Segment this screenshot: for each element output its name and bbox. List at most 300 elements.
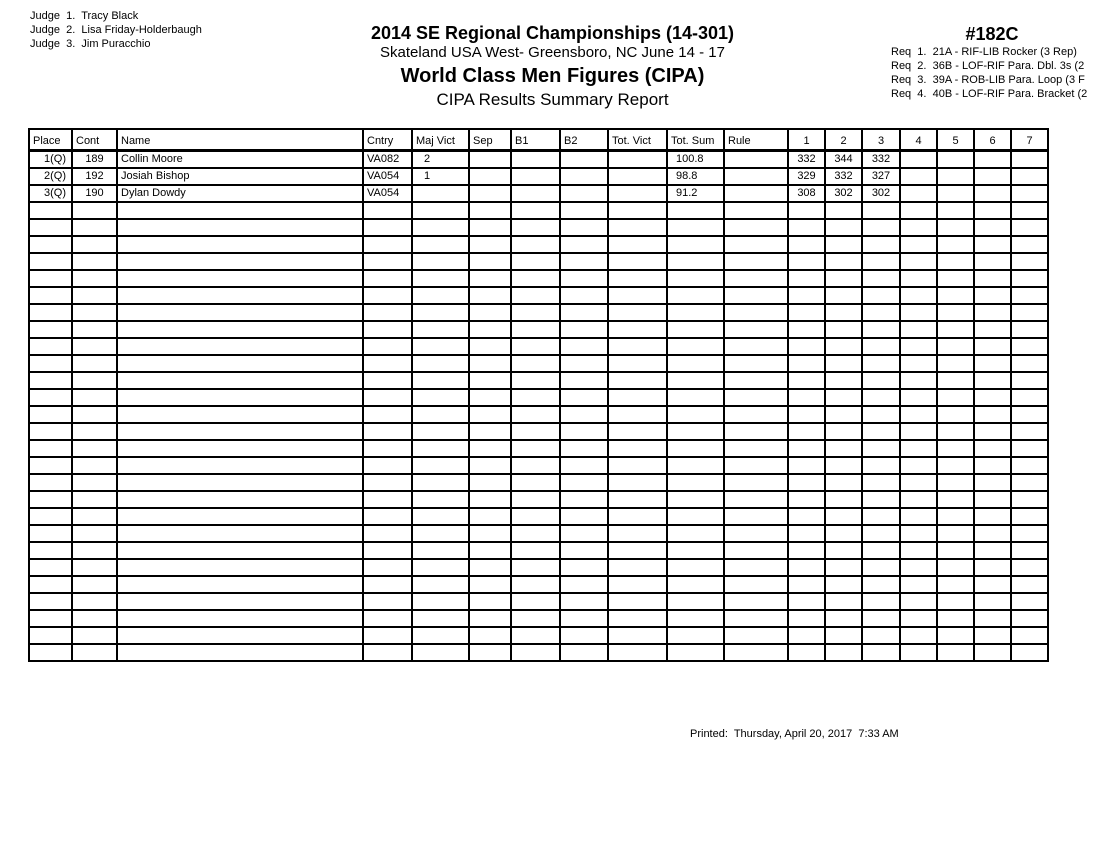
- cell-place: [29, 644, 72, 661]
- report-title: CIPA Results Summary Report: [436, 90, 669, 109]
- cell-cont: [72, 644, 117, 661]
- venue: Skateland USA West- Greensboro, NC June 14 - 17: [380, 44, 725, 61]
- cell-b2: [560, 287, 608, 304]
- cell-sep: [469, 440, 511, 457]
- cell-b1: [511, 474, 560, 491]
- empty-table-row: [29, 202, 1048, 219]
- cell-judge-5: [937, 593, 974, 610]
- cell-b2: [560, 644, 608, 661]
- cell-cont: [72, 202, 117, 219]
- cell-place: [29, 372, 72, 389]
- cell-tot-vict: [608, 491, 667, 508]
- empty-table-row: [29, 508, 1048, 525]
- cell-b1: [511, 270, 560, 287]
- cell-judge-7: [1011, 202, 1048, 219]
- cell-maj-vict: [412, 253, 469, 270]
- cell-name: [117, 457, 363, 474]
- cell-maj-vict: [412, 355, 469, 372]
- cell-judge-2: [825, 610, 862, 627]
- cell-cntry: [363, 321, 412, 338]
- cell-judge-4: [900, 542, 937, 559]
- req-text: 36B - LOF-RIF Para. Dbl. 3s (2: [932, 60, 1085, 72]
- cell-judge-3: [862, 576, 900, 593]
- cell-cont: [72, 457, 117, 474]
- cell-tot-vict: [608, 202, 667, 219]
- cell-maj-vict: [412, 236, 469, 253]
- cell-judge-5: [937, 542, 974, 559]
- cell-b1: [511, 423, 560, 440]
- cell-maj-vict: [412, 219, 469, 236]
- cell-judge-3: [862, 423, 900, 440]
- cell-name: [117, 576, 363, 593]
- empty-table-row: [29, 627, 1048, 644]
- cell-judge-1: [788, 219, 825, 236]
- cell-rule: [724, 185, 788, 202]
- cell-judge-5: [937, 202, 974, 219]
- cell-rule: [724, 372, 788, 389]
- cell-cntry: [363, 372, 412, 389]
- cell-tot-sum: 91.2: [667, 185, 724, 202]
- cell-cntry: [363, 457, 412, 474]
- req-text: 39A - ROB-LIB Para. Loop (3 F: [932, 74, 1085, 86]
- req-label: Req 4.: [891, 88, 927, 100]
- cell-judge-3: 332: [862, 151, 900, 169]
- empty-table-row: [29, 576, 1048, 593]
- cell-b2: [560, 440, 608, 457]
- cell-judge-5: [937, 287, 974, 304]
- req-label: Req 2.: [891, 60, 927, 72]
- cell-judge-2: [825, 287, 862, 304]
- cell-tot-sum: [667, 525, 724, 542]
- cell-judge-5: [937, 185, 974, 202]
- cell-judge-5: [937, 474, 974, 491]
- cell-judge-5: [937, 253, 974, 270]
- cell-judge-6: [974, 304, 1011, 321]
- cell-sep: [469, 304, 511, 321]
- cell-cont: [72, 406, 117, 423]
- cell-cntry: VA082: [363, 151, 412, 169]
- cell-tot-vict: [608, 440, 667, 457]
- table-row: [29, 168, 1048, 185]
- cell-maj-vict: [412, 559, 469, 576]
- cell-judge-2: [825, 389, 862, 406]
- cell-sep: [469, 423, 511, 440]
- cell-judge-4: [900, 321, 937, 338]
- cell-b1: [511, 287, 560, 304]
- cell-name: [117, 304, 363, 321]
- cell-cntry: [363, 287, 412, 304]
- cell-judge-4: [900, 627, 937, 644]
- cell-b1: [511, 627, 560, 644]
- col-tot-vict: Tot. Vict: [608, 129, 667, 151]
- cell-judge-1: [788, 525, 825, 542]
- cell-place: [29, 525, 72, 542]
- cell-judge-5: [937, 151, 974, 169]
- cell-rule: [724, 491, 788, 508]
- judge-name: Jim Puracchio: [81, 38, 151, 50]
- cell-b2: [560, 321, 608, 338]
- cell-rule: [724, 627, 788, 644]
- empty-table-row: [29, 287, 1048, 304]
- cell-cont: [72, 338, 117, 355]
- cell-tot-vict: [608, 338, 667, 355]
- empty-table-row: [29, 559, 1048, 576]
- cell-tot-sum: [667, 236, 724, 253]
- empty-table-row: [29, 593, 1048, 610]
- cell-judge-7: [1011, 253, 1048, 270]
- cell-tot-sum: [667, 253, 724, 270]
- cell-tot-sum: [667, 440, 724, 457]
- results-table: [28, 128, 1049, 662]
- cell-sep: [469, 151, 511, 169]
- cell-tot-sum: [667, 610, 724, 627]
- cell-tot-sum: [667, 287, 724, 304]
- cell-tot-vict: [608, 423, 667, 440]
- cell-maj-vict: [412, 508, 469, 525]
- cell-judge-6: [974, 491, 1011, 508]
- cell-b1: [511, 389, 560, 406]
- cell-sep: [469, 236, 511, 253]
- col-tot-sum: Tot. Sum: [667, 129, 724, 151]
- cell-judge-2: [825, 525, 862, 542]
- cell-judge-7: [1011, 270, 1048, 287]
- cell-tot-sum: [667, 576, 724, 593]
- cell-judge-2: [825, 627, 862, 644]
- cell-judge-4: [900, 338, 937, 355]
- cell-rule: [724, 236, 788, 253]
- cell-judge-7: [1011, 525, 1048, 542]
- cell-cont: [72, 610, 117, 627]
- cell-cont: [72, 287, 117, 304]
- cell-tot-vict: [608, 474, 667, 491]
- cell-judge-5: [937, 270, 974, 287]
- cell-b2: [560, 338, 608, 355]
- cell-judge-2: [825, 440, 862, 457]
- cell-place: [29, 474, 72, 491]
- cell-b1: [511, 185, 560, 202]
- cell-judge-7: [1011, 219, 1048, 236]
- cell-judge-4: [900, 406, 937, 423]
- cell-judge-1: [788, 559, 825, 576]
- col-name: Name: [117, 129, 363, 151]
- cell-judge-2: 344: [825, 151, 862, 169]
- cell-b1: [511, 151, 560, 169]
- cell-place: [29, 627, 72, 644]
- req-label: Req 3.: [891, 74, 927, 86]
- results-body: [29, 151, 1048, 662]
- cell-judge-1: 332: [788, 151, 825, 169]
- cell-rule: [724, 321, 788, 338]
- cell-tot-vict: [608, 185, 667, 202]
- cell-sep: [469, 202, 511, 219]
- empty-table-row: [29, 236, 1048, 253]
- cell-cntry: [363, 338, 412, 355]
- empty-table-row: [29, 338, 1048, 355]
- cell-cont: [72, 253, 117, 270]
- cell-judge-7: [1011, 627, 1048, 644]
- cell-judge-3: [862, 644, 900, 661]
- cell-name: [117, 202, 363, 219]
- cell-judge-1: [788, 576, 825, 593]
- cell-judge-2: [825, 491, 862, 508]
- cell-place: [29, 423, 72, 440]
- col-maj-vict: Maj Vict: [412, 129, 469, 151]
- cell-name: Josiah Bishop: [117, 168, 363, 185]
- cell-tot-sum: [667, 423, 724, 440]
- cell-cont: [72, 440, 117, 457]
- cell-place: [29, 610, 72, 627]
- cell-place: 1(Q): [29, 151, 72, 169]
- cell-maj-vict: 2: [412, 151, 469, 169]
- cell-tot-vict: [608, 627, 667, 644]
- cell-maj-vict: [412, 423, 469, 440]
- empty-table-row: [29, 457, 1048, 474]
- cell-judge-5: [937, 338, 974, 355]
- cell-judge-4: [900, 304, 937, 321]
- cell-judge-3: [862, 406, 900, 423]
- cell-cont: [72, 304, 117, 321]
- empty-table-row: [29, 474, 1048, 491]
- cell-judge-2: [825, 202, 862, 219]
- cell-judge-1: [788, 542, 825, 559]
- cell-maj-vict: [412, 542, 469, 559]
- cell-cont: [72, 525, 117, 542]
- cell-tot-sum: 100.8: [667, 151, 724, 169]
- cell-judge-6: [974, 219, 1011, 236]
- judge-name: Tracy Black: [81, 10, 139, 22]
- cell-place: [29, 287, 72, 304]
- requirement-3: [891, 73, 1100, 87]
- cell-sep: [469, 219, 511, 236]
- cell-judge-7: [1011, 457, 1048, 474]
- cell-judge-3: [862, 253, 900, 270]
- cell-judge-6: [974, 253, 1011, 270]
- cell-name: [117, 355, 363, 372]
- cell-judge-4: [900, 593, 937, 610]
- col-cont: Cont: [72, 129, 117, 151]
- cell-cont: [72, 474, 117, 491]
- cell-name: [117, 253, 363, 270]
- col-judge-4: 4: [900, 129, 937, 151]
- cell-judge-4: [900, 508, 937, 525]
- cell-b1: [511, 338, 560, 355]
- cell-judge-3: [862, 304, 900, 321]
- cell-b2: [560, 491, 608, 508]
- cell-name: [117, 287, 363, 304]
- cell-tot-sum: [667, 542, 724, 559]
- cell-sep: [469, 593, 511, 610]
- cell-judge-6: [974, 406, 1011, 423]
- cell-b1: [511, 644, 560, 661]
- cell-name: [117, 236, 363, 253]
- cell-name: [117, 219, 363, 236]
- cell-b1: [511, 355, 560, 372]
- cell-judge-4: [900, 491, 937, 508]
- cell-tot-vict: [608, 406, 667, 423]
- col-b2: B2: [560, 129, 608, 151]
- cell-judge-6: [974, 151, 1011, 169]
- cell-sep: [469, 372, 511, 389]
- col-judge-6: 6: [974, 129, 1011, 151]
- cell-tot-sum: [667, 304, 724, 321]
- cell-cntry: [363, 525, 412, 542]
- cell-b1: [511, 457, 560, 474]
- cell-name: [117, 389, 363, 406]
- table-row: [29, 185, 1048, 202]
- cell-judge-5: [937, 406, 974, 423]
- empty-table-row: [29, 253, 1048, 270]
- cell-b1: [511, 440, 560, 457]
- cell-cntry: [363, 219, 412, 236]
- cell-judge-4: [900, 389, 937, 406]
- cell-judge-5: [937, 525, 974, 542]
- cell-judge-6: [974, 270, 1011, 287]
- judge-name: Lisa Friday-Holderbaugh: [81, 24, 202, 36]
- cell-name: [117, 423, 363, 440]
- cell-judge-1: [788, 236, 825, 253]
- cell-cntry: [363, 304, 412, 321]
- cell-rule: [724, 542, 788, 559]
- cell-judge-1: [788, 423, 825, 440]
- empty-table-row: [29, 321, 1048, 338]
- cell-tot-sum: [667, 593, 724, 610]
- cell-judge-5: [937, 304, 974, 321]
- cell-tot-vict: [608, 576, 667, 593]
- cell-judge-6: [974, 389, 1011, 406]
- empty-table-row: [29, 542, 1048, 559]
- cell-judge-1: [788, 474, 825, 491]
- cell-cont: 192: [72, 168, 117, 185]
- cell-tot-sum: 98.8: [667, 168, 724, 185]
- cell-cont: 190: [72, 185, 117, 202]
- cell-judge-6: [974, 525, 1011, 542]
- cell-b2: [560, 593, 608, 610]
- event-code: #182C: [965, 24, 1019, 44]
- cell-cont: [72, 576, 117, 593]
- cell-maj-vict: 1: [412, 168, 469, 185]
- cell-judge-2: [825, 593, 862, 610]
- cell-judge-7: [1011, 236, 1048, 253]
- cell-tot-vict: [608, 168, 667, 185]
- cell-judge-1: [788, 202, 825, 219]
- cell-judge-7: [1011, 559, 1048, 576]
- cell-name: [117, 406, 363, 423]
- cell-cntry: [363, 644, 412, 661]
- cell-tot-vict: [608, 593, 667, 610]
- cell-judge-4: [900, 457, 937, 474]
- cell-place: [29, 576, 72, 593]
- cell-sep: [469, 508, 511, 525]
- cell-cont: [72, 542, 117, 559]
- judge-3: [30, 37, 202, 51]
- cell-judge-3: [862, 389, 900, 406]
- cell-judge-3: [862, 457, 900, 474]
- cell-judge-6: [974, 576, 1011, 593]
- cell-b2: [560, 253, 608, 270]
- cell-judge-7: [1011, 304, 1048, 321]
- cell-b2: [560, 474, 608, 491]
- cell-judge-4: [900, 287, 937, 304]
- cell-rule: [724, 304, 788, 321]
- cell-judge-4: [900, 168, 937, 185]
- cell-judge-3: 327: [862, 168, 900, 185]
- cell-judge-6: [974, 236, 1011, 253]
- cell-judge-3: [862, 202, 900, 219]
- cell-b1: [511, 491, 560, 508]
- col-judge-5: 5: [937, 129, 974, 151]
- cell-judge-4: [900, 440, 937, 457]
- cell-judge-5: [937, 355, 974, 372]
- cell-maj-vict: [412, 440, 469, 457]
- cell-place: [29, 389, 72, 406]
- cell-judge-4: [900, 151, 937, 169]
- cell-sep: [469, 457, 511, 474]
- cell-judge-6: [974, 372, 1011, 389]
- empty-table-row: [29, 423, 1048, 440]
- cell-tot-sum: [667, 355, 724, 372]
- cell-judge-5: [937, 576, 974, 593]
- cell-rule: [724, 270, 788, 287]
- cell-rule: [724, 406, 788, 423]
- cell-sep: [469, 627, 511, 644]
- cell-judge-1: [788, 406, 825, 423]
- cell-b1: [511, 542, 560, 559]
- cell-b1: [511, 253, 560, 270]
- empty-table-row: [29, 491, 1048, 508]
- cell-rule: [724, 151, 788, 169]
- cell-judge-1: [788, 355, 825, 372]
- cell-name: [117, 372, 363, 389]
- cell-judge-7: [1011, 355, 1048, 372]
- cell-judge-3: [862, 627, 900, 644]
- cell-sep: [469, 321, 511, 338]
- cell-maj-vict: [412, 287, 469, 304]
- cell-b2: [560, 576, 608, 593]
- cell-judge-6: [974, 338, 1011, 355]
- col-judge-3: 3: [862, 129, 900, 151]
- cell-judge-3: 302: [862, 185, 900, 202]
- cell-maj-vict: [412, 372, 469, 389]
- judge-label: Judge 2.: [30, 24, 76, 36]
- cell-b1: [511, 576, 560, 593]
- cell-place: [29, 542, 72, 559]
- event-requirements: [891, 23, 1100, 101]
- judge-2: [30, 23, 202, 37]
- cell-tot-vict: [608, 219, 667, 236]
- cell-rule: [724, 355, 788, 372]
- cell-name: [117, 491, 363, 508]
- cell-b2: [560, 185, 608, 202]
- cell-judge-3: [862, 610, 900, 627]
- cell-place: [29, 355, 72, 372]
- cell-maj-vict: [412, 474, 469, 491]
- cell-b2: [560, 168, 608, 185]
- cell-name: [117, 321, 363, 338]
- cell-judge-3: [862, 474, 900, 491]
- col-cntry: Cntry: [363, 129, 412, 151]
- cell-judge-7: [1011, 321, 1048, 338]
- cell-cont: [72, 593, 117, 610]
- cell-tot-sum: [667, 338, 724, 355]
- cell-judge-5: [937, 168, 974, 185]
- cell-judge-4: [900, 202, 937, 219]
- cell-b1: [511, 168, 560, 185]
- cell-b2: [560, 219, 608, 236]
- cell-judge-3: [862, 287, 900, 304]
- cell-sep: [469, 525, 511, 542]
- cell-maj-vict: [412, 185, 469, 202]
- cell-judge-7: [1011, 338, 1048, 355]
